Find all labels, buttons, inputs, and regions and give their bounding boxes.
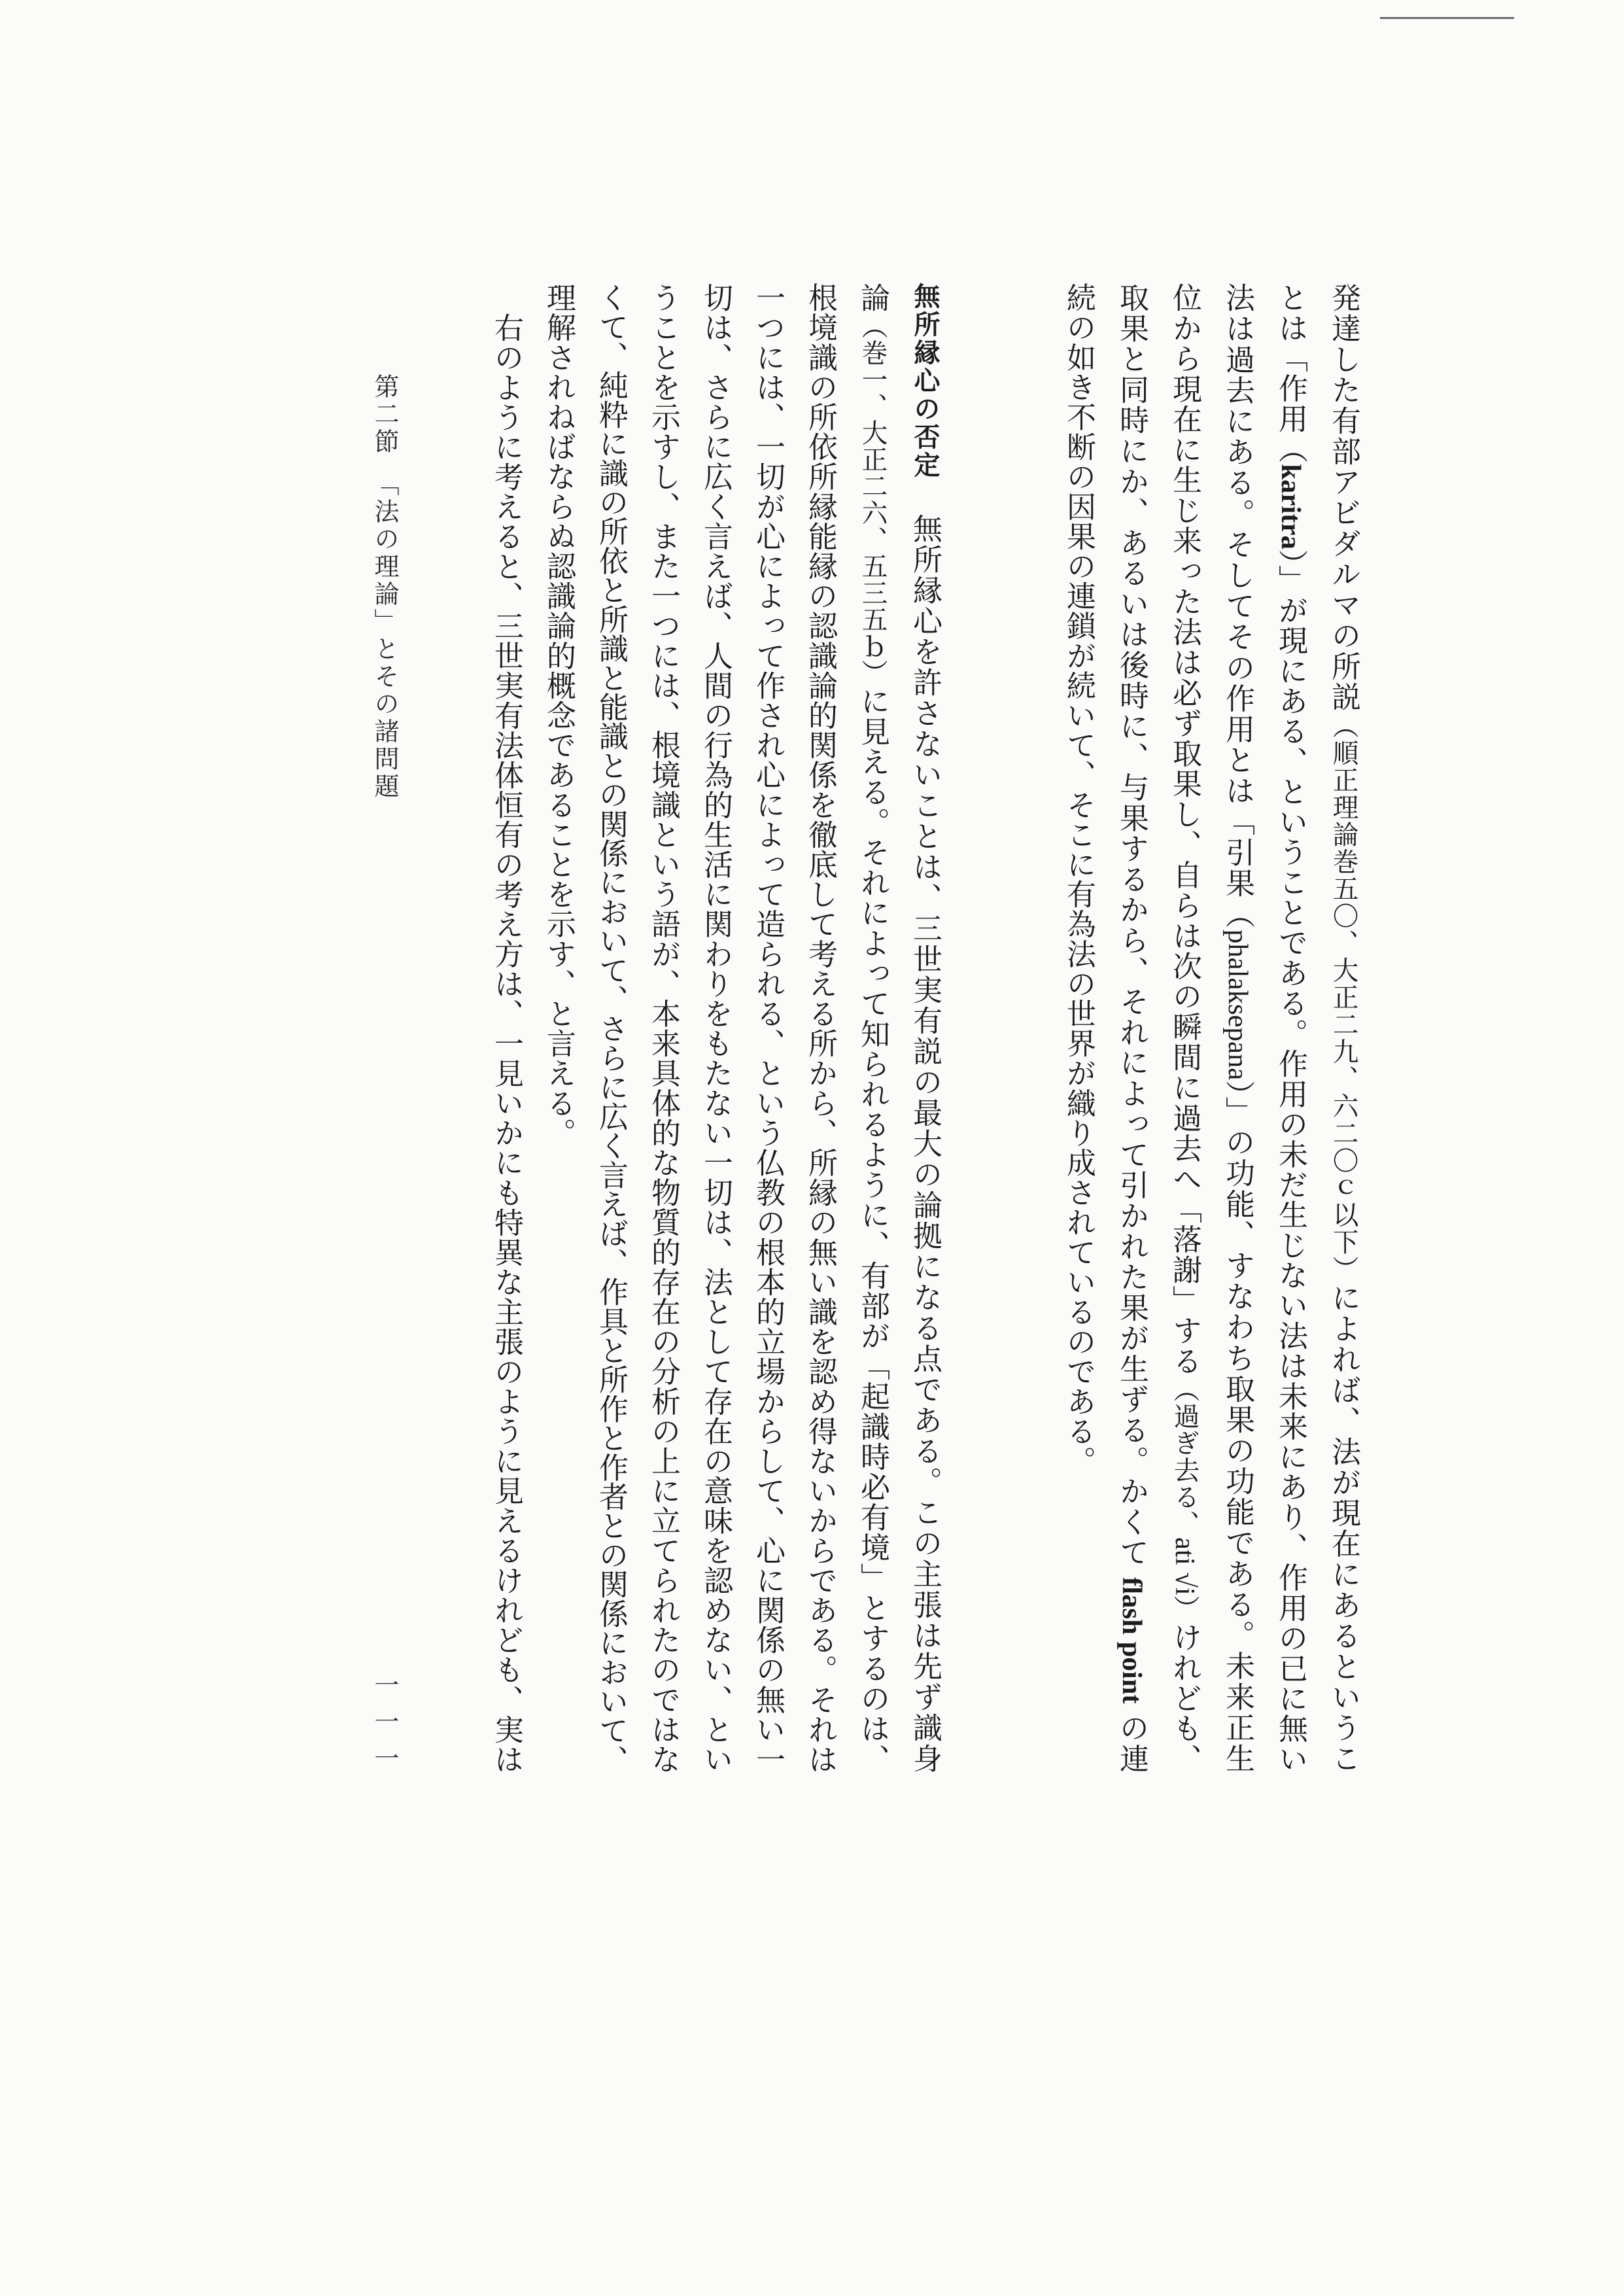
text-line bbox=[1326, 283, 1361, 1774]
text-column bbox=[1052, 283, 1105, 1774]
text-run: 理解されねばならぬ認識論的概念であることを示す、と言える。 bbox=[542, 283, 576, 1148]
latin-term: flash point bbox=[1116, 1576, 1147, 1704]
scan-edge-line bbox=[1380, 17, 1514, 19]
text-column bbox=[1105, 283, 1158, 1774]
text-line bbox=[594, 283, 629, 1774]
text-run: 位から現在に生じ来った法は必ず取果し、自らは次の瞬間に過去へ「落謝」する bbox=[1167, 283, 1202, 1376]
text-column bbox=[585, 283, 637, 1774]
citation: ） bbox=[1169, 1595, 1200, 1622]
text-column bbox=[1211, 283, 1264, 1774]
text-run: の連 bbox=[1114, 1713, 1149, 1775]
text-line bbox=[803, 283, 838, 1774]
text-column bbox=[480, 313, 532, 1774]
text-column bbox=[689, 283, 742, 1774]
text-run: 法は過去にある。そしてその作用とは「引果（ bbox=[1220, 283, 1255, 930]
text-column bbox=[1158, 283, 1211, 1774]
page-number: 一一一 bbox=[370, 1672, 399, 1782]
text-run: うことを示すし、また一つには、根境識という語が、本来具体的な物質的存在の分析の上に立てられたのではな bbox=[646, 283, 681, 1774]
text-run: 取果と同時にか、あるいは後時に、与果するから、それによって引かれた果が生ずる。かくて bbox=[1114, 283, 1149, 1568]
citation: （巻一、大正二六、五三五ｂ） bbox=[857, 313, 888, 687]
text-run: とは「作用（ bbox=[1273, 283, 1308, 464]
latin-term: karitra bbox=[1275, 464, 1306, 549]
latin-term: phalaksepana bbox=[1222, 930, 1253, 1081]
text-run: に見える。それによって知られるように、有部が「起識時必有境」とするのは、 bbox=[855, 686, 890, 1775]
text-line bbox=[1114, 283, 1149, 1774]
text-run: 論 bbox=[855, 283, 890, 313]
text-run: けれども、 bbox=[1167, 1622, 1202, 1775]
text-column bbox=[742, 283, 794, 1774]
text-run: 根境識の所依所縁能縁の認識論的関係を徹底して考える所から、所縁の無い識を認め得ないからである。それは bbox=[803, 283, 838, 1774]
running-head: 第二節 「法の理論」とその諸問題 bbox=[370, 374, 399, 801]
text-run: 無所縁心を許さないことは、三世実有説の最大の論拠になる点である。この主張は先ず識身 bbox=[908, 513, 942, 1774]
text-column bbox=[846, 283, 899, 1774]
text-line bbox=[1062, 283, 1096, 1476]
text-run: によれば、法が現在にあるというこ bbox=[1326, 1283, 1361, 1775]
section-heading: 無所縁心の否定 bbox=[910, 283, 940, 479]
latin-term: ati √i bbox=[1169, 1537, 1200, 1595]
text-line bbox=[646, 283, 681, 1774]
text-column bbox=[532, 283, 585, 1774]
text-line bbox=[908, 283, 942, 1774]
text-run: 続の如き不断の因果の連鎖が続いて、そこに有為法の世界が織り成されているのである。 bbox=[1062, 283, 1096, 1476]
text-column bbox=[1264, 283, 1317, 1774]
text-column bbox=[899, 283, 951, 1774]
text-line bbox=[1220, 283, 1255, 1774]
text-column bbox=[637, 283, 689, 1774]
text-run: 発達した有部アビダルマの所説 bbox=[1326, 283, 1361, 713]
citation: （過ぎ去る、 bbox=[1169, 1376, 1200, 1538]
text-line bbox=[1167, 283, 1202, 1774]
text-run: 一つには、一切が心によって作され心によって造られる、という仏教の根本的立場からして、心に関係の無い一 bbox=[751, 283, 786, 1774]
text-line bbox=[542, 283, 576, 1147]
text-run: 切は、さらに広く言えば、人間の行為的生活に関わりをもたない一切は、法として存在の意味を認めない、とい bbox=[699, 283, 733, 1774]
text-run: ）」が現にある、ということである。作用の未だ生じない法は未来にあり、作用の已に無い bbox=[1273, 549, 1308, 1775]
text-line bbox=[489, 313, 524, 1774]
text-run: ）」の功能、すなわち取果の功能である。未来正生 bbox=[1220, 1080, 1255, 1775]
text-run: くて、純粋に識の所依と所識と能識との関係において、さらに広く言えば、作具と所作と作者との関係において、 bbox=[594, 283, 629, 1775]
text-line bbox=[855, 283, 890, 1774]
text-line bbox=[699, 283, 733, 1774]
text-column bbox=[1317, 283, 1370, 1774]
text-line bbox=[1273, 283, 1308, 1774]
text-column bbox=[794, 283, 846, 1774]
citation: （順正理論巻五〇、大正二九、六二〇ｃ以下） bbox=[1328, 712, 1358, 1283]
text-run: 右のように考えると、三世実有法体恒有の考え方は、一見いかにも特異な主張のように見えるけれども、実は bbox=[489, 313, 524, 1774]
text-line bbox=[751, 283, 786, 1774]
